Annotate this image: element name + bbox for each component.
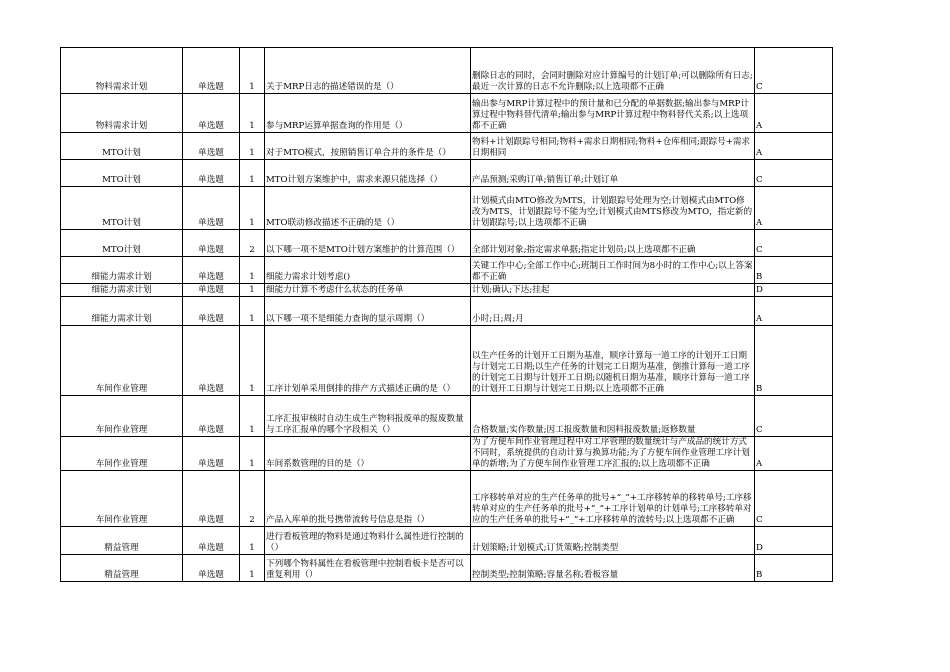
module-cell[interactable]: MTO计划 xyxy=(61,230,183,257)
score-cell[interactable]: 1 xyxy=(240,437,265,471)
answer-cell[interactable]: D xyxy=(755,527,833,555)
type-cell[interactable]: 单选题 xyxy=(183,396,240,437)
answer-cell[interactable]: B xyxy=(755,257,833,284)
question-cell[interactable]: 工序汇报审核时自动生成生产物料报废单的报废数量与工序汇报单的哪个字段相关（） xyxy=(265,396,471,437)
answer-cell[interactable]: A xyxy=(755,437,833,471)
score-cell[interactable]: 1 xyxy=(240,48,265,94)
score-cell[interactable]: 1 xyxy=(240,284,265,297)
question-cell[interactable]: 对于MTO模式，按照销售订单合并的条件是（） xyxy=(265,133,471,160)
module-cell[interactable]: 精益管理 xyxy=(61,527,183,555)
type-cell[interactable]: 单选题 xyxy=(183,160,240,187)
module-cell[interactable]: 精益管理 xyxy=(61,555,183,582)
answer-cell[interactable]: D xyxy=(755,284,833,297)
type-cell[interactable]: 单选题 xyxy=(183,94,240,133)
module-cell[interactable]: 物料需求计划 xyxy=(61,94,183,133)
type-cell[interactable]: 单选题 xyxy=(183,257,240,284)
question-cell[interactable]: 以下哪一项不是细能力查询的显示周期（） xyxy=(265,297,471,326)
table-row xyxy=(61,471,833,527)
score-cell[interactable]: 1 xyxy=(240,527,265,555)
score-cell[interactable]: 2 xyxy=(240,230,265,257)
options-cell[interactable]: 合格数量;实作数量;因工报废数量和因料报废数量;返修数量 xyxy=(471,396,755,437)
options-cell[interactable]: 关键工作中心;全部工作中心;班制日工作时间为8小时的工作中心;以上答案都不正确 xyxy=(471,257,755,284)
type-cell[interactable]: 单选题 xyxy=(183,48,240,94)
table-row xyxy=(61,94,833,133)
module-cell[interactable]: 车间作业管理 xyxy=(61,471,183,527)
question-table xyxy=(60,47,833,582)
question-cell[interactable]: 细能力计算不考虑什么状态的任务单 xyxy=(265,284,471,297)
table-row xyxy=(61,326,833,396)
options-cell[interactable]: 物料+计划跟踪号相同;物料+需求日期相同;物料+仓库相同;跟踪号+需求日期相同 xyxy=(471,133,755,160)
score-cell[interactable]: 2 xyxy=(240,471,265,527)
question-cell[interactable]: 车间系数管理的目的是（） xyxy=(265,437,471,471)
type-cell[interactable]: 单选题 xyxy=(183,284,240,297)
question-cell[interactable]: 关于MRP日志的描述错误的是（） xyxy=(265,48,471,94)
answer-cell[interactable]: A xyxy=(755,297,833,326)
options-cell[interactable]: 以生产任务的计划开工日期为基准，顺序计算每一道工序的计划开工日期与计划完工日期;以生产任务的计划完工日期为基准，倒推计算每一道工序的计划完工日期与计划开工日期;以随机日期为基准，顺序计算每一道工序的计划开工日期与计划完工日期;以上选项都不正确 xyxy=(471,326,755,396)
options-cell[interactable]: 产品预测;采购订单;销售订单;计划订单 xyxy=(471,160,755,187)
type-cell[interactable]: 单选题 xyxy=(183,437,240,471)
options-cell[interactable]: 计划模式由MTO修改为MTS，计划跟踪号处理为空;计划模式由MTO修改为MTS，计划跟踪号不能为空;计划模式由MTS修改为MTO，指定新的计划跟踪号;以上选项都不正确 xyxy=(471,187,755,230)
table-row xyxy=(61,437,833,471)
module-cell[interactable]: 细能力需求计划 xyxy=(61,284,183,297)
table-row xyxy=(61,555,833,582)
answer-cell[interactable]: B xyxy=(755,555,833,582)
module-cell[interactable]: MTO计划 xyxy=(61,160,183,187)
question-cell[interactable]: 进行看板管理的物料是通过物料什么属性进行控制的（） xyxy=(265,527,471,555)
score-cell[interactable]: 1 xyxy=(240,160,265,187)
question-cell[interactable]: 以下哪一项不是MTO计划方案维护的计算范围（） xyxy=(265,230,471,257)
module-cell[interactable]: MTO计划 xyxy=(61,133,183,160)
answer-cell[interactable]: A xyxy=(755,187,833,230)
module-cell[interactable]: 物料需求计划 xyxy=(61,48,183,94)
answer-cell[interactable]: C xyxy=(755,160,833,187)
options-cell[interactable]: 删除日志的同时，会同时删除对应计算编号的计划订单;可以删除所有日志;最近一次计算的日志不允许删除;以上选项都不正确 xyxy=(471,48,755,94)
type-cell[interactable]: 单选题 xyxy=(183,187,240,230)
options-cell[interactable]: 为了方便车间作业管理过程中对工序管理的数量统计与产成品的统计方式不同时，系统提供的自动计算与换算功能;为了方便车间作业管理工序计划单的新增;为了方便车间作业管理工序汇报的;以上选项都不正确 xyxy=(471,437,755,471)
type-cell[interactable]: 单选题 xyxy=(183,133,240,160)
table-row xyxy=(61,133,833,160)
score-cell[interactable]: 1 xyxy=(240,555,265,582)
question-cell[interactable]: 产品入库单的批号携带流转号信息是指（） xyxy=(265,471,471,527)
score-cell[interactable]: 1 xyxy=(240,326,265,396)
question-table-body xyxy=(61,48,833,582)
question-cell[interactable]: 细能力需求计划考虑() xyxy=(265,257,471,284)
options-cell[interactable]: 输出参与MRP计算过程中的预计量和已分配的单据数据;输出参与MRP计算过程中物料替代清单;输出参与MRP计算过程中物料替代关系;以上选项都不正确 xyxy=(471,94,755,133)
question-cell[interactable]: MTO计划方案维护中，需求来源只能选择（） xyxy=(265,160,471,187)
module-cell[interactable]: 车间作业管理 xyxy=(61,437,183,471)
table-row xyxy=(61,48,833,94)
type-cell[interactable]: 单选题 xyxy=(183,230,240,257)
score-cell[interactable]: 1 xyxy=(240,297,265,326)
module-cell[interactable]: 细能力需求计划 xyxy=(61,297,183,326)
score-cell[interactable]: 1 xyxy=(240,396,265,437)
options-cell[interactable]: 计划;确认;下达;挂起 xyxy=(471,284,755,297)
options-cell[interactable]: 控制类型;控制策略;容量名称;看板容量 xyxy=(471,555,755,582)
answer-cell[interactable]: C xyxy=(755,230,833,257)
type-cell[interactable]: 单选题 xyxy=(183,326,240,396)
answer-cell[interactable]: A xyxy=(755,133,833,160)
type-cell[interactable]: 单选题 xyxy=(183,297,240,326)
score-cell[interactable]: 1 xyxy=(240,133,265,160)
options-cell[interactable]: 全部计划对象;指定需求单据;指定计划员;以上选项都不正确 xyxy=(471,230,755,257)
answer-cell[interactable]: C xyxy=(755,471,833,527)
question-cell[interactable]: MTO联动修改描述不正确的是（） xyxy=(265,187,471,230)
score-cell[interactable]: 1 xyxy=(240,257,265,284)
module-cell[interactable]: 车间作业管理 xyxy=(61,326,183,396)
table-row xyxy=(61,284,833,297)
answer-cell[interactable]: B xyxy=(755,326,833,396)
module-cell[interactable]: 车间作业管理 xyxy=(61,396,183,437)
answer-cell[interactable]: A xyxy=(755,94,833,133)
table-row xyxy=(61,297,833,326)
question-cell[interactable]: 参与MRP运算单据查询的作用是（） xyxy=(265,94,471,133)
table-row xyxy=(61,257,833,284)
options-cell[interactable]: 计划策略;计划模式;订货策略;控制类型 xyxy=(471,527,755,555)
question-cell[interactable]: 工序计划单采用倒排的排产方式描述正确的是（） xyxy=(265,326,471,396)
table-row xyxy=(61,230,833,257)
type-cell[interactable]: 单选题 xyxy=(183,527,240,555)
module-cell[interactable]: 细能力需求计划 xyxy=(61,257,183,284)
module-cell[interactable]: MTO计划 xyxy=(61,187,183,230)
answer-cell[interactable]: C xyxy=(755,396,833,437)
table-row xyxy=(61,160,833,187)
type-cell[interactable]: 单选题 xyxy=(183,555,240,582)
options-cell[interactable]: 小时;日;周;月 xyxy=(471,297,755,326)
type-cell[interactable]: 单选题 xyxy=(183,471,240,527)
question-cell[interactable]: 下列哪个物料属性在看板管理中控制看板卡是否可以重复利用（） xyxy=(265,555,471,582)
score-cell[interactable]: 1 xyxy=(240,94,265,133)
table-row xyxy=(61,527,833,555)
answer-cell[interactable]: C xyxy=(755,48,833,94)
table-row xyxy=(61,396,833,437)
options-cell[interactable]: 工序移转单对应的生产任务单的批号+“_”+工序移转单的移转单号;工序移转单对应的生产任务单的批号+“_”+工序计划单的计划单号;工序移转单对应的生产任务单的批号+“_”+工序移转单的流转号;以上选项都不正确 xyxy=(471,471,755,527)
score-cell[interactable]: 1 xyxy=(240,187,265,230)
table-row xyxy=(61,187,833,230)
